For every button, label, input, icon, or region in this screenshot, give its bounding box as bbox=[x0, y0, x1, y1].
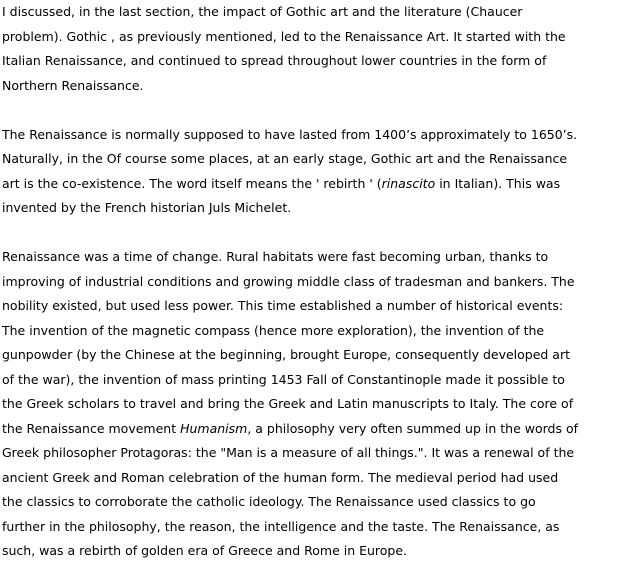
text-line-with-italic bbox=[2, 172, 628, 197]
paragraph-3 bbox=[2, 245, 628, 564]
paragraph-2 bbox=[2, 123, 628, 221]
text-line: nobility existed, but used less power. This time established a number of historical events: bbox=[2, 298, 564, 313]
text-line-with-italic bbox=[2, 417, 628, 442]
paragraph-spacer bbox=[2, 98, 628, 123]
text-line: Northern Renaissance. bbox=[2, 77, 144, 93]
text-line: Italian Renaissance, and continued to spread throughout lower countries in the form of bbox=[2, 53, 547, 68]
text-line: I discussed, in the last section, the impact of Gothic art and the literature (Chaucer bbox=[2, 4, 523, 19]
text-segment: the Renaissance movement bbox=[2, 420, 181, 436]
paragraph-spacer bbox=[2, 221, 628, 246]
text-segment: in Italian). This was bbox=[435, 175, 561, 191]
text-line: Naturally, in the Of course some places, at an early stage, Gothic art and the Renaissance bbox=[2, 151, 568, 166]
text-line: The Renaissance is normally supposed to have lasted from 1400’s approximately to 1650’s. bbox=[2, 126, 578, 142]
text-line: further in the philosophy, the reason, the intelligence and the taste. The Renaissance, as bbox=[2, 518, 560, 534]
text-line: the classics to corroborate the catholic ideology. The Renaissance used classics to go bbox=[2, 494, 536, 509]
text-line: ancient Greek and Roman celebration of the human form. The medieval period had used bbox=[2, 469, 559, 485]
paragraph-1 bbox=[2, 0, 628, 98]
text-line: the Greek scholars to travel and bring the Greek and Latin manuscripts to Italy. The core of bbox=[2, 396, 574, 411]
document-body bbox=[2, 0, 628, 564]
italic-term-rinascito: rinascito bbox=[381, 175, 436, 191]
italic-term-humanism: Humanism bbox=[180, 420, 248, 436]
text-line: improving of industrial conditions and growing middle class of tradesman and bankers. The bbox=[2, 273, 575, 289]
text-segment: , a philosophy very often summed up in the words of bbox=[247, 420, 578, 436]
text-line: of the war), the invention of mass printing 1453 Fall of Constantinople made it possible to bbox=[2, 371, 565, 387]
text-line: gunpowder (by the Chinese at the beginning, brought Europe, consequently developed art bbox=[2, 347, 571, 362]
text-line: Greek philosopher Protagoras: the "Man is a measure of all things.". It was a renewal of the bbox=[2, 445, 575, 460]
text-line: invented by the French historian Juls Michelet. bbox=[2, 200, 292, 215]
text-line: problem). Gothic , as previously mentioned, led to the Renaissance Art. It started with the bbox=[2, 28, 566, 44]
text-line: The invention of the magnetic compass (hence more exploration), the invention of the bbox=[2, 322, 545, 338]
text-segment: art is the co-existence. The word itself means the ' rebirth ' ( bbox=[2, 175, 382, 191]
text-line: Renaissance was a time of change. Rural habitats were fast becoming urban, thanks to bbox=[2, 249, 549, 264]
text-line: such, was a rebirth of golden era of Greece and Rome in Europe. bbox=[2, 543, 408, 558]
